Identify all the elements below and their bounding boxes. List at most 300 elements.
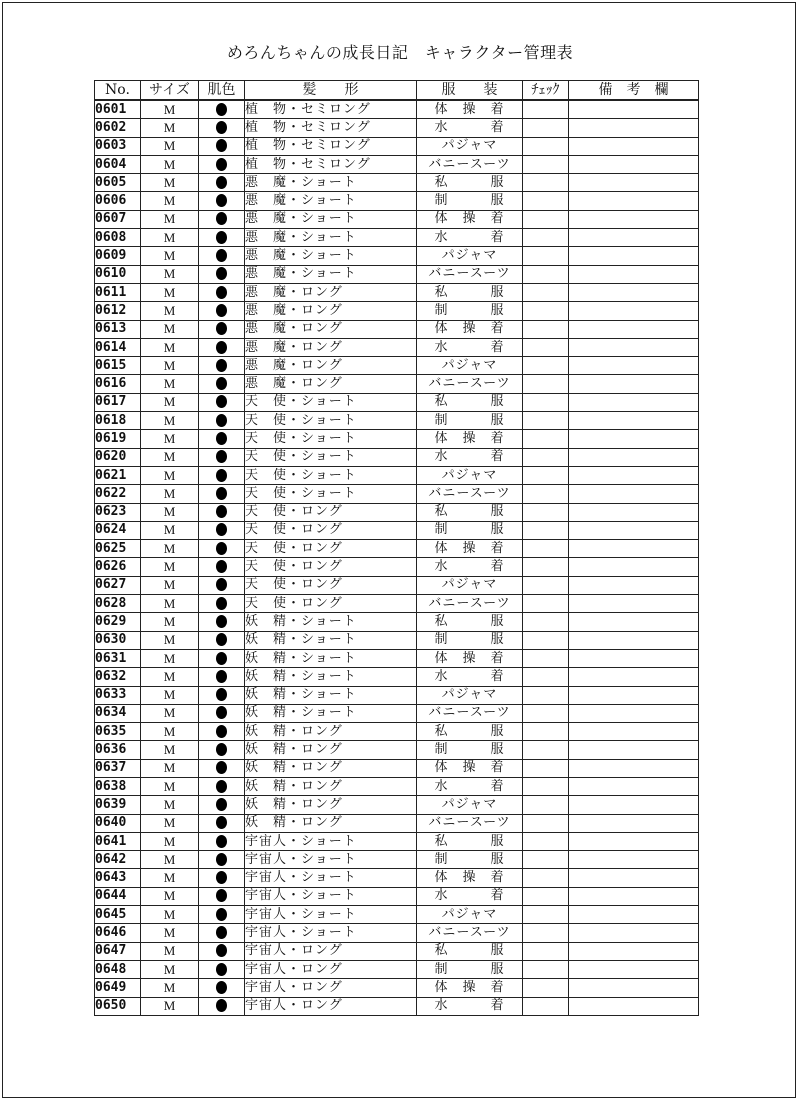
row-skin-color — [199, 155, 245, 173]
row-check-cell[interactable] — [523, 137, 569, 155]
row-check-cell[interactable] — [523, 283, 569, 301]
header-no: No. — [95, 81, 141, 101]
row-number: 0629 — [95, 613, 141, 631]
skin-dot-icon — [216, 816, 227, 829]
row-notes-cell[interactable] — [569, 466, 699, 484]
table-row — [95, 997, 699, 1015]
row-costume: 水 着 — [417, 558, 523, 576]
row-check-cell[interactable] — [523, 704, 569, 722]
row-skin-color — [199, 338, 245, 356]
row-check-cell[interactable] — [523, 979, 569, 997]
row-notes-cell[interactable] — [569, 851, 699, 869]
row-notes-cell[interactable] — [569, 576, 699, 594]
row-check-cell[interactable] — [523, 887, 569, 905]
row-check-cell[interactable] — [523, 357, 569, 375]
row-check-cell[interactable] — [523, 540, 569, 558]
table-row — [95, 357, 699, 375]
row-notes-cell[interactable] — [569, 302, 699, 320]
row-check-cell[interactable] — [523, 942, 569, 960]
skin-dot-icon — [216, 377, 227, 390]
table-row — [95, 924, 699, 942]
row-hair: 天 使・ショート — [245, 485, 417, 503]
table-row — [95, 448, 699, 466]
row-hair: 妖 精・ロング — [245, 741, 417, 759]
row-number: 0611 — [95, 283, 141, 301]
row-notes-cell[interactable] — [569, 704, 699, 722]
row-check-cell[interactable] — [523, 960, 569, 978]
row-check-cell[interactable] — [523, 375, 569, 393]
row-notes-cell[interactable] — [569, 796, 699, 814]
row-notes-cell[interactable] — [569, 192, 699, 210]
table-row — [95, 595, 699, 613]
row-check-cell[interactable] — [523, 723, 569, 741]
skin-dot-icon — [216, 780, 227, 793]
skin-dot-icon — [216, 103, 227, 116]
row-notes-cell[interactable] — [569, 686, 699, 704]
row-costume: 水 着 — [417, 229, 523, 247]
row-hair: 妖 精・ロング — [245, 777, 417, 795]
row-number: 0613 — [95, 320, 141, 338]
row-notes-cell[interactable] — [569, 119, 699, 137]
row-notes-cell[interactable] — [569, 960, 699, 978]
row-number: 0609 — [95, 247, 141, 265]
row-notes-cell[interactable] — [569, 558, 699, 576]
row-notes-cell[interactable] — [569, 869, 699, 887]
row-costume: バニースーツ — [417, 924, 523, 942]
row-size: M — [141, 412, 199, 430]
row-hair: 悪 魔・ショート — [245, 247, 417, 265]
table-row — [95, 137, 699, 155]
table-row — [95, 741, 699, 759]
row-costume: 水 着 — [417, 997, 523, 1015]
header-check: ﾁｪｯｸ — [523, 81, 569, 101]
row-check-cell[interactable] — [523, 503, 569, 521]
table-row — [95, 686, 699, 704]
skin-dot-icon — [216, 523, 227, 536]
table-row — [95, 704, 699, 722]
row-skin-color — [199, 595, 245, 613]
row-size: M — [141, 357, 199, 375]
row-skin-color — [199, 283, 245, 301]
table-row — [95, 723, 699, 741]
row-costume: 制 服 — [417, 741, 523, 759]
row-size: M — [141, 540, 199, 558]
row-skin-color — [199, 485, 245, 503]
table-row — [95, 576, 699, 594]
row-check-cell[interactable] — [523, 906, 569, 924]
row-hair: 妖 精・ショート — [245, 704, 417, 722]
row-check-cell[interactable] — [523, 412, 569, 430]
row-notes-cell[interactable] — [569, 723, 699, 741]
row-costume: バニースーツ — [417, 485, 523, 503]
row-number: 0647 — [95, 942, 141, 960]
skin-dot-icon — [216, 889, 227, 902]
row-hair: 宇宙人・ショート — [245, 924, 417, 942]
row-notes-cell[interactable] — [569, 942, 699, 960]
row-costume: バニースーツ — [417, 704, 523, 722]
row-hair: 天 使・ショート — [245, 430, 417, 448]
row-skin-color — [199, 887, 245, 905]
row-costume: バニースーツ — [417, 155, 523, 173]
skin-dot-icon — [216, 706, 227, 719]
row-skin-color — [199, 229, 245, 247]
row-check-cell[interactable] — [523, 668, 569, 686]
row-number: 0644 — [95, 887, 141, 905]
header-skin: 肌色 — [199, 81, 245, 101]
row-number: 0626 — [95, 558, 141, 576]
row-notes-cell[interactable] — [569, 338, 699, 356]
row-size: M — [141, 100, 199, 119]
row-number: 0628 — [95, 595, 141, 613]
row-size: M — [141, 521, 199, 539]
header-row — [95, 81, 699, 101]
row-check-cell[interactable] — [523, 302, 569, 320]
row-notes-cell[interactable] — [569, 393, 699, 411]
skin-dot-icon — [216, 633, 227, 646]
row-number: 0645 — [95, 906, 141, 924]
row-notes-cell[interactable] — [569, 375, 699, 393]
row-check-cell[interactable] — [523, 393, 569, 411]
row-costume: パジャマ — [417, 137, 523, 155]
row-skin-color — [199, 412, 245, 430]
row-hair: 悪 魔・ロング — [245, 320, 417, 338]
row-notes-cell[interactable] — [569, 540, 699, 558]
row-check-cell[interactable] — [523, 485, 569, 503]
row-notes-cell[interactable] — [569, 595, 699, 613]
header-size: サイズ — [141, 81, 199, 101]
row-notes-cell[interactable] — [569, 357, 699, 375]
row-costume: パジャマ — [417, 247, 523, 265]
row-skin-color — [199, 759, 245, 777]
skin-dot-icon — [216, 194, 227, 207]
row-skin-color — [199, 649, 245, 667]
skin-dot-icon — [216, 835, 227, 848]
row-notes-cell[interactable] — [569, 741, 699, 759]
row-size: M — [141, 979, 199, 997]
row-hair: 悪 魔・ロング — [245, 357, 417, 375]
table-row — [95, 759, 699, 777]
row-costume: 水 着 — [417, 338, 523, 356]
row-check-cell[interactable] — [523, 832, 569, 850]
row-check-cell[interactable] — [523, 100, 569, 119]
row-number: 0615 — [95, 357, 141, 375]
row-size: M — [141, 137, 199, 155]
table-row — [95, 338, 699, 356]
row-hair: 宇宙人・ロング — [245, 979, 417, 997]
row-size: M — [141, 174, 199, 192]
table-row — [95, 540, 699, 558]
row-size: M — [141, 942, 199, 960]
table-row — [95, 210, 699, 228]
row-notes-cell[interactable] — [569, 503, 699, 521]
row-size: M — [141, 686, 199, 704]
row-hair: 天 使・ロング — [245, 595, 417, 613]
row-size: M — [141, 613, 199, 631]
row-size: M — [141, 485, 199, 503]
table-row — [95, 229, 699, 247]
row-number: 0622 — [95, 485, 141, 503]
row-hair: 悪 魔・ロング — [245, 283, 417, 301]
header-costume: 服 装 — [417, 81, 523, 101]
row-notes-cell[interactable] — [569, 412, 699, 430]
row-check-cell[interactable] — [523, 576, 569, 594]
table-row — [95, 192, 699, 210]
row-hair: 妖 精・ショート — [245, 668, 417, 686]
row-check-cell[interactable] — [523, 814, 569, 832]
row-check-cell[interactable] — [523, 338, 569, 356]
row-check-cell[interactable] — [523, 631, 569, 649]
row-check-cell[interactable] — [523, 558, 569, 576]
row-notes-cell[interactable] — [569, 174, 699, 192]
row-notes-cell[interactable] — [569, 997, 699, 1015]
row-size: M — [141, 302, 199, 320]
row-size: M — [141, 430, 199, 448]
row-costume: バニースーツ — [417, 375, 523, 393]
row-hair: 天 使・ロング — [245, 540, 417, 558]
row-notes-cell[interactable] — [569, 668, 699, 686]
row-size: M — [141, 448, 199, 466]
table-row — [95, 851, 699, 869]
table-body — [95, 100, 699, 1015]
row-notes-cell[interactable] — [569, 906, 699, 924]
row-hair: 妖 精・ロング — [245, 723, 417, 741]
row-notes-cell[interactable] — [569, 485, 699, 503]
row-hair: 妖 精・ロング — [245, 759, 417, 777]
row-costume: 水 着 — [417, 777, 523, 795]
row-notes-cell[interactable] — [569, 521, 699, 539]
row-check-cell[interactable] — [523, 210, 569, 228]
row-check-cell[interactable] — [523, 430, 569, 448]
row-costume: 制 服 — [417, 960, 523, 978]
skin-dot-icon — [216, 981, 227, 994]
row-number: 0650 — [95, 997, 141, 1015]
table-row — [95, 906, 699, 924]
table-row — [95, 631, 699, 649]
row-size: M — [141, 777, 199, 795]
skin-dot-icon — [216, 304, 227, 317]
row-check-cell[interactable] — [523, 851, 569, 869]
row-size: M — [141, 814, 199, 832]
row-hair: 天 使・ショート — [245, 412, 417, 430]
row-notes-cell[interactable] — [569, 137, 699, 155]
row-notes-cell[interactable] — [569, 320, 699, 338]
row-notes-cell[interactable] — [569, 210, 699, 228]
row-check-cell[interactable] — [523, 320, 569, 338]
row-costume: 体 操 着 — [417, 320, 523, 338]
row-number: 0625 — [95, 540, 141, 558]
skin-dot-icon — [216, 670, 227, 683]
row-size: M — [141, 576, 199, 594]
row-notes-cell[interactable] — [569, 613, 699, 631]
row-size: M — [141, 649, 199, 667]
skin-dot-icon — [216, 249, 227, 262]
row-number: 0612 — [95, 302, 141, 320]
header-notes: 備 考 欄 — [569, 81, 699, 101]
row-number: 0623 — [95, 503, 141, 521]
row-costume: 私 服 — [417, 613, 523, 631]
row-number: 0621 — [95, 466, 141, 484]
row-hair: 宇宙人・ショート — [245, 851, 417, 869]
skin-dot-icon — [216, 341, 227, 354]
skin-dot-icon — [216, 212, 227, 225]
row-size: M — [141, 155, 199, 173]
row-skin-color — [199, 174, 245, 192]
skin-dot-icon — [216, 176, 227, 189]
row-check-cell[interactable] — [523, 741, 569, 759]
row-notes-cell[interactable] — [569, 448, 699, 466]
row-notes-cell[interactable] — [569, 631, 699, 649]
row-number: 0641 — [95, 832, 141, 850]
row-number: 0601 — [95, 100, 141, 119]
row-check-cell[interactable] — [523, 777, 569, 795]
skin-dot-icon — [216, 761, 227, 774]
row-check-cell[interactable] — [523, 595, 569, 613]
row-check-cell[interactable] — [523, 448, 569, 466]
skin-dot-icon — [216, 414, 227, 427]
row-check-cell[interactable] — [523, 686, 569, 704]
row-notes-cell[interactable] — [569, 777, 699, 795]
row-check-cell[interactable] — [523, 869, 569, 887]
row-check-cell[interactable] — [523, 192, 569, 210]
row-hair: 植 物・セミロング — [245, 100, 417, 119]
row-hair: 悪 魔・ショート — [245, 210, 417, 228]
row-hair: 宇宙人・ショート — [245, 869, 417, 887]
row-costume: 制 服 — [417, 521, 523, 539]
table-row — [95, 100, 699, 119]
row-notes-cell[interactable] — [569, 229, 699, 247]
row-skin-color — [199, 979, 245, 997]
skin-dot-icon — [216, 487, 227, 500]
row-number: 0633 — [95, 686, 141, 704]
skin-dot-icon — [216, 743, 227, 756]
row-hair: 妖 精・ロング — [245, 796, 417, 814]
row-check-cell[interactable] — [523, 796, 569, 814]
row-skin-color — [199, 796, 245, 814]
row-number: 0640 — [95, 814, 141, 832]
row-size: M — [141, 997, 199, 1015]
row-hair: 天 使・ショート — [245, 393, 417, 411]
row-check-cell[interactable] — [523, 521, 569, 539]
row-check-cell[interactable] — [523, 759, 569, 777]
row-hair: 宇宙人・ショート — [245, 832, 417, 850]
skin-dot-icon — [216, 597, 227, 610]
row-skin-color — [199, 320, 245, 338]
skin-dot-icon — [216, 560, 227, 573]
row-check-cell[interactable] — [523, 247, 569, 265]
row-costume: パジャマ — [417, 906, 523, 924]
skin-dot-icon — [216, 286, 227, 299]
row-skin-color — [199, 265, 245, 283]
row-costume: 体 操 着 — [417, 759, 523, 777]
row-skin-color — [199, 302, 245, 320]
skin-dot-icon — [216, 999, 227, 1012]
row-number: 0608 — [95, 229, 141, 247]
skin-dot-icon — [216, 944, 227, 957]
row-hair: 妖 精・ショート — [245, 613, 417, 631]
row-notes-cell[interactable] — [569, 247, 699, 265]
row-notes-cell[interactable] — [569, 283, 699, 301]
row-hair: 悪 魔・ロング — [245, 338, 417, 356]
row-costume: 体 操 着 — [417, 100, 523, 119]
row-number: 0634 — [95, 704, 141, 722]
table-row — [95, 942, 699, 960]
row-check-cell[interactable] — [523, 119, 569, 137]
skin-dot-icon — [216, 688, 227, 701]
row-costume: 制 服 — [417, 631, 523, 649]
row-notes-cell[interactable] — [569, 979, 699, 997]
row-check-cell[interactable] — [523, 155, 569, 173]
row-notes-cell[interactable] — [569, 924, 699, 942]
row-skin-color — [199, 540, 245, 558]
row-hair: 宇宙人・ロング — [245, 942, 417, 960]
row-size: M — [141, 210, 199, 228]
skin-dot-icon — [216, 853, 227, 866]
row-size: M — [141, 283, 199, 301]
row-costume: パジャマ — [417, 357, 523, 375]
row-costume: 制 服 — [417, 302, 523, 320]
page-title: めろんちゃんの成長日記 キャラクター管理表 — [226, 43, 574, 62]
row-notes-cell[interactable] — [569, 759, 699, 777]
row-hair: 妖 精・ショート — [245, 649, 417, 667]
row-number: 0607 — [95, 210, 141, 228]
row-size: M — [141, 466, 199, 484]
row-hair: 天 使・ショート — [245, 466, 417, 484]
row-notes-cell[interactable] — [569, 100, 699, 119]
row-costume: パジャマ — [417, 576, 523, 594]
skin-dot-icon — [216, 267, 227, 280]
row-check-cell[interactable] — [523, 997, 569, 1015]
character-table — [94, 80, 699, 1016]
table-row — [95, 521, 699, 539]
row-notes-cell[interactable] — [569, 814, 699, 832]
row-size: M — [141, 887, 199, 905]
row-skin-color — [199, 448, 245, 466]
row-hair: 妖 精・ロング — [245, 814, 417, 832]
row-notes-cell[interactable] — [569, 265, 699, 283]
row-check-cell[interactable] — [523, 924, 569, 942]
row-check-cell[interactable] — [523, 265, 569, 283]
row-skin-color — [199, 210, 245, 228]
row-costume: 私 服 — [417, 723, 523, 741]
row-size: M — [141, 759, 199, 777]
row-hair: 植 物・セミロング — [245, 137, 417, 155]
row-size: M — [141, 906, 199, 924]
row-hair: 天 使・ショート — [245, 448, 417, 466]
table-row — [95, 155, 699, 173]
row-hair: 植 物・セミロング — [245, 155, 417, 173]
skin-dot-icon — [216, 505, 227, 518]
row-check-cell[interactable] — [523, 229, 569, 247]
row-check-cell[interactable] — [523, 613, 569, 631]
skin-dot-icon — [216, 322, 227, 335]
row-size: M — [141, 393, 199, 411]
row-notes-cell[interactable] — [569, 430, 699, 448]
row-check-cell[interactable] — [523, 466, 569, 484]
table-row — [95, 466, 699, 484]
row-skin-color — [199, 503, 245, 521]
row-number: 0636 — [95, 741, 141, 759]
row-notes-cell[interactable] — [569, 155, 699, 173]
row-size: M — [141, 960, 199, 978]
row-skin-color — [199, 704, 245, 722]
row-check-cell[interactable] — [523, 174, 569, 192]
row-notes-cell[interactable] — [569, 887, 699, 905]
row-skin-color — [199, 357, 245, 375]
row-check-cell[interactable] — [523, 649, 569, 667]
row-skin-color — [199, 192, 245, 210]
row-notes-cell[interactable] — [569, 649, 699, 667]
row-notes-cell[interactable] — [569, 832, 699, 850]
